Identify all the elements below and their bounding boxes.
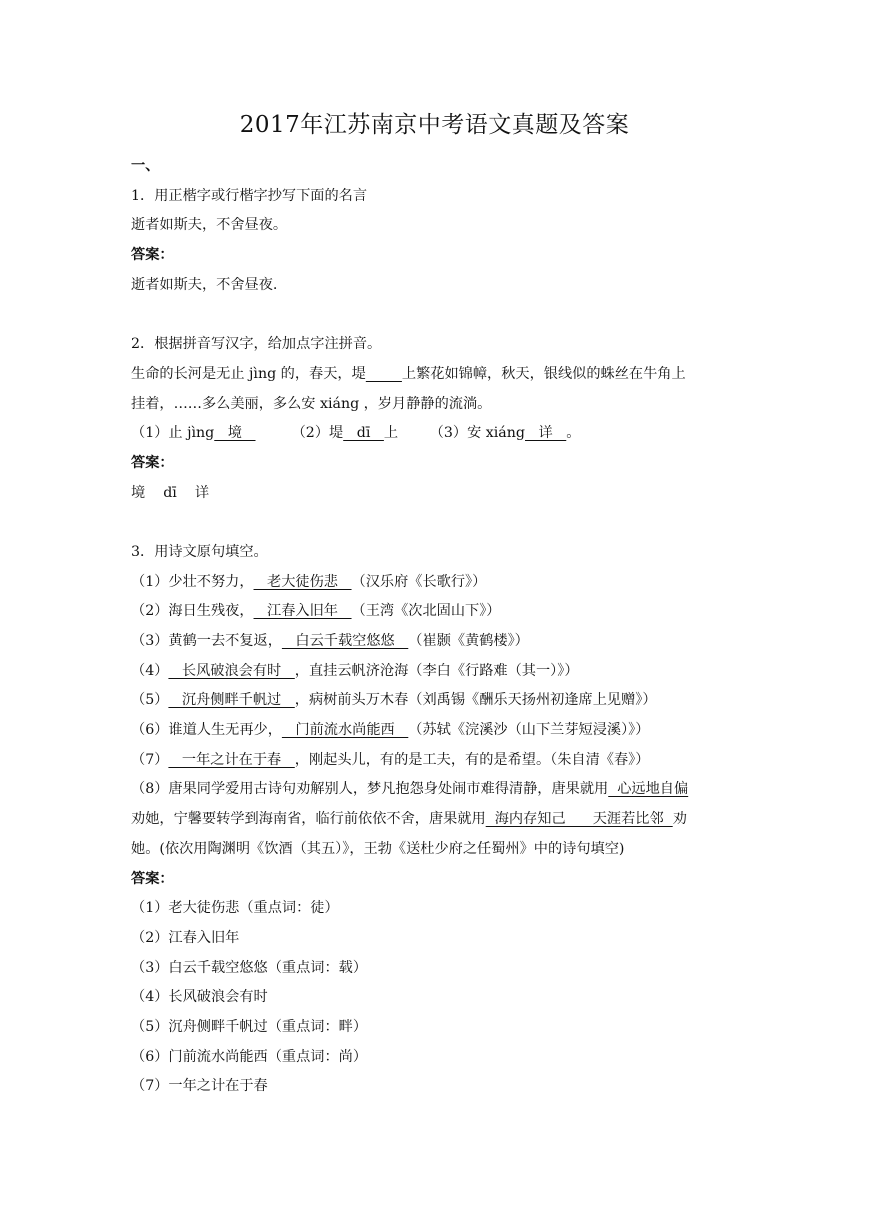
q2-item3-prefix: （3）安 xiáng [429,425,525,442]
q3-item [131,568,751,598]
q3-item-pre: （4） [131,662,169,679]
q3-item8-line-1 [131,775,751,805]
spacer [131,508,751,538]
q3-item-pre: （3）黄鹤一去不复返， [131,633,282,649]
spacer [131,300,751,330]
q3-item-pre: （2）海日生残夜， [131,603,254,620]
q2-answer: 境 dī 详 [131,484,210,501]
q3-item [131,686,751,716]
q3-answer: （5）沉舟侧畔千帆过（重点词：畔） [131,1018,368,1035]
q3-prompt: 3．用诗文原句填空。 [131,543,268,560]
q3-item-blank: 老大徒伤悲 [253,573,352,590]
section-heading: 一、 [131,158,160,174]
q3-item-pre: （1）少壮不努力， [131,573,254,590]
q3-answer: （2）江春入旧年 [131,929,240,946]
q3-item8-line-3: 她。(依次用陶渊明《饮酒（其五）》，王勃《送杜少府之任蜀州》中的诗句填空) [131,840,625,857]
q1-answer-label: 答案： [131,247,174,264]
q3-answer: （6）门前流水尚能西（重点词：尚） [131,1048,368,1065]
q2-items [131,419,751,449]
q3-item8-line-2 [131,805,751,835]
q1-prompt: 1．用正楷字或行楷字抄写下面的名言 [131,187,368,204]
q3-item [131,716,751,746]
q3-item-blank: 长风破浪会有时 [168,662,295,679]
q3-item [131,657,751,687]
q3-item-pre: （7） [131,751,169,768]
document-title: 2017年江苏南京中考语文真题及答案 [239,112,630,138]
q2-passage-line-2: 挂着，……多么美丽，多么安 xiáng ，岁月静静的流淌。 [131,395,492,412]
q3-item8-text: 劝她，宁馨要转学到海南省，临行前依依不舍，唐果就用 [131,811,486,828]
q3-item-post: （苏轼《浣溪沙（山下兰芽短浸溪）》） [408,722,650,739]
q2-item3-suffix: 。 [566,425,581,442]
q3-answer: （7）一年之计在于春 [131,1078,268,1095]
q3-answer-label: 答案： [131,870,174,887]
q3-item-blank: 一年之计在于春 [168,751,295,768]
q3-answer: （4）长风破浪会有时 [131,989,268,1006]
q3-item-blank: 江春入旧年 [253,603,352,620]
q2-passage-blank [366,366,402,382]
q3-item8-text: （8）唐果同学爱用古诗句劝解别人，梦凡抱怨身处闹市难得清静，唐果就用 [131,781,609,798]
q3-item-pre: （5） [131,692,169,709]
q3-item [131,627,751,657]
q3-item8-blank-2: 海内存知己 天涯若比邻 [485,811,673,828]
document-body [131,152,751,1102]
q2-item-spacer [256,425,292,441]
q2-passage-line-1 [131,360,751,390]
q2-item2-suffix: 上 [383,425,399,442]
q2-item1-prefix: （1）止 jìng [131,425,215,442]
q1-quote: 逝者如斯夫，不舍昼夜。 [131,217,288,234]
q3-item8-blank-1: 心远地自偏 [608,781,689,798]
q3-item-post: ，刚起头儿，有的是工夫，有的是希望。（朱自清《春》） [294,751,650,768]
q3-item-post: ，直挂云帆济沧海（李白《行路难（其一）》） [294,662,579,679]
q2-answer-label: 答案： [131,454,174,471]
q3-item [131,746,751,776]
q2-item3-answer: 详 [525,425,567,442]
q1-answer: 逝者如斯夫，不舍昼夜. [131,276,278,293]
q3-item-blank: 沉舟侧畔千帆过 [168,692,295,709]
q2-item2-answer: dī [343,425,384,442]
q3-item-post: （汉乐府《长歌行》） [351,573,487,590]
q3-item-post: （王湾《次北固山下》） [351,603,501,620]
q2-prompt: 2．根据拼音写汉字，给加点字注拼音。 [131,336,382,353]
q3-item [131,597,751,627]
q2-item1-answer: 境 [214,425,256,442]
q2-item-spacer [398,425,430,441]
q3-answer: （1）老大徒伤悲（重点词：徒） [131,900,339,917]
q3-item-blank: 白云千载空悠悠 [281,633,409,649]
q2-passage-1a: 生命的长河是无止 jìng 的，春天，堤 [131,365,366,382]
q3-item-post: （崔颢《黄鹤楼》） [408,633,529,649]
q3-item-post: ，病树前头万木春（刘禹锡《酬乐天扬州初逢席上见赠》） [294,692,657,709]
q2-item2-prefix: （2）堤 [291,425,344,442]
q2-passage-1b: 上繁花如锦幛，秋天，银线似的蛛丝在牛角上 [401,365,686,382]
q3-item-pre: （6）谁道人生无再少， [131,722,282,739]
q3-answer: （3）白云千载空悠悠（重点词：载） [131,959,368,976]
q3-item8-text: 劝 [672,811,687,828]
q3-item-blank: 门前流水尚能西 [281,722,409,739]
